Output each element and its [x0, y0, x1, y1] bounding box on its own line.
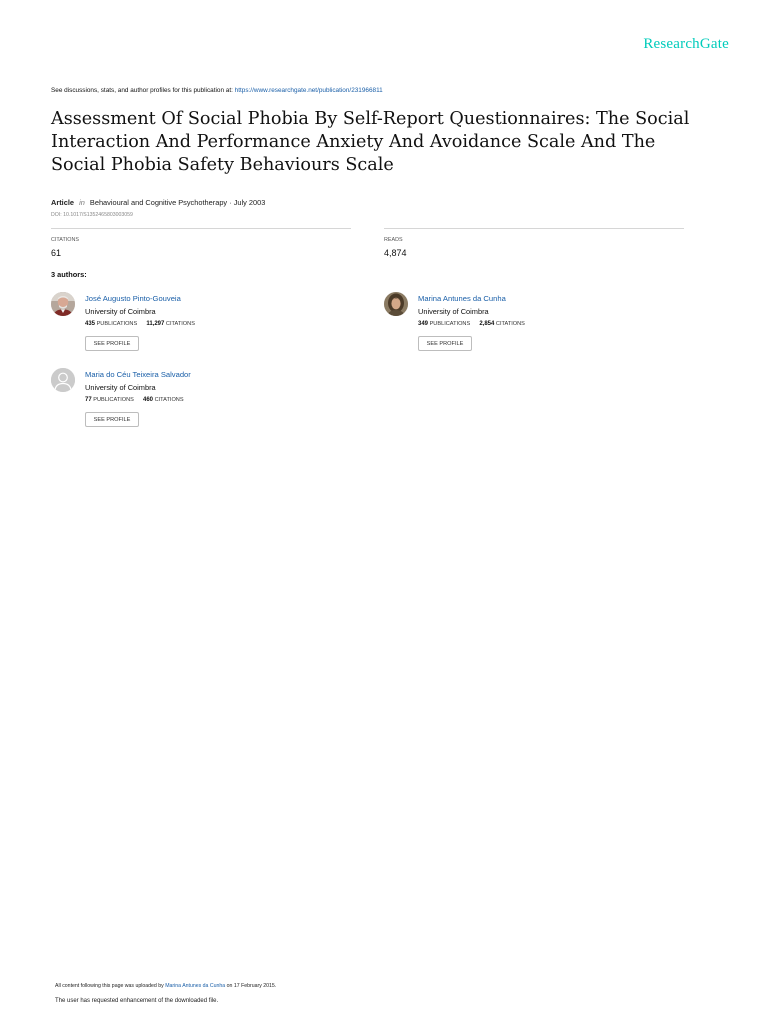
- upload-note: [55, 983, 276, 989]
- see-profile-button[interactable]: SEE PROFILE: [418, 336, 472, 351]
- author-card: [384, 292, 684, 362]
- citations-value: 61: [51, 248, 62, 258]
- avatar-woman-image: [384, 292, 408, 316]
- avatar[interactable]: [51, 368, 75, 392]
- see-discussions-text: See discussions, stats, and author profiles for this publication at:: [51, 87, 233, 94]
- publications-label: PUBLICATIONS: [96, 321, 138, 327]
- author-counts: [85, 321, 195, 327]
- enhancement-note: The user has requested enhancement of the downloaded file.: [55, 998, 219, 1004]
- doi-text: DOI: 10.1017/S1352465803003059: [51, 212, 133, 218]
- author-counts: [418, 321, 525, 327]
- publication-title: Assessment Of Social Phobia By Self-Report Questionnaires: The Social Interaction And Performance Anxiety And Avoidance Scale And The Social Phobia Safety Behaviours Scale: [51, 109, 690, 175]
- publication-url-link[interactable]: https://www.researchgate.net/publication/231966811: [234, 87, 383, 94]
- reads-stat: [384, 228, 684, 258]
- avatar-man-image: [51, 292, 75, 316]
- author-name-link[interactable]: Marina Antunes da Cunha: [418, 294, 506, 303]
- citations-count: 2,854: [479, 321, 495, 327]
- publications-label: PUBLICATIONS: [93, 397, 134, 403]
- citations-label: CITATIONS: [51, 237, 79, 243]
- profile-link-line: [51, 87, 383, 94]
- author-card: [51, 292, 351, 362]
- avatar[interactable]: [51, 292, 75, 316]
- publication-type: Article: [51, 198, 75, 207]
- author-counts: [85, 397, 184, 403]
- see-profile-button[interactable]: SEE PROFILE: [85, 412, 139, 427]
- author-institution: University of Coimbra: [85, 307, 156, 316]
- citations-label: CITATIONS: [165, 321, 195, 327]
- publications-count: 77: [85, 397, 92, 403]
- journal-date: Behavioural and Cognitive Psychotherapy · July 2003: [89, 198, 266, 207]
- in-word: in: [79, 198, 85, 207]
- citations-stat: [51, 228, 351, 258]
- publication-meta: [51, 198, 265, 207]
- author-card: [51, 368, 351, 438]
- publications-count: 349: [418, 321, 429, 327]
- uploader-link[interactable]: Marina Antunes da Cunha: [165, 983, 226, 989]
- citations-label: CITATIONS: [154, 397, 184, 403]
- upload-prefix: All content following this page was uploaded by: [55, 983, 164, 989]
- citations-count: 11,297: [146, 321, 165, 327]
- authors-heading: 3 authors:: [51, 270, 87, 279]
- author-institution: University of Coimbra: [418, 307, 489, 316]
- publications-count: 435: [85, 321, 96, 327]
- default-avatar-icon: [51, 368, 75, 392]
- author-name-link[interactable]: José Augusto Pinto-Gouveia: [85, 294, 181, 303]
- citations-label: CITATIONS: [495, 321, 525, 327]
- upload-suffix: on 17 February 2015.: [226, 983, 277, 989]
- researchgate-logo[interactable]: ResearchGate: [643, 36, 729, 52]
- reads-value: 4,874: [384, 248, 407, 258]
- reads-label: READS: [384, 237, 403, 243]
- author-institution: University of Coimbra: [85, 383, 156, 392]
- author-name-link[interactable]: Maria do Céu Teixeira Salvador: [85, 370, 191, 379]
- publications-label: PUBLICATIONS: [429, 321, 471, 327]
- avatar[interactable]: [384, 292, 408, 316]
- see-profile-button[interactable]: SEE PROFILE: [85, 336, 139, 351]
- citations-count: 460: [143, 397, 154, 403]
